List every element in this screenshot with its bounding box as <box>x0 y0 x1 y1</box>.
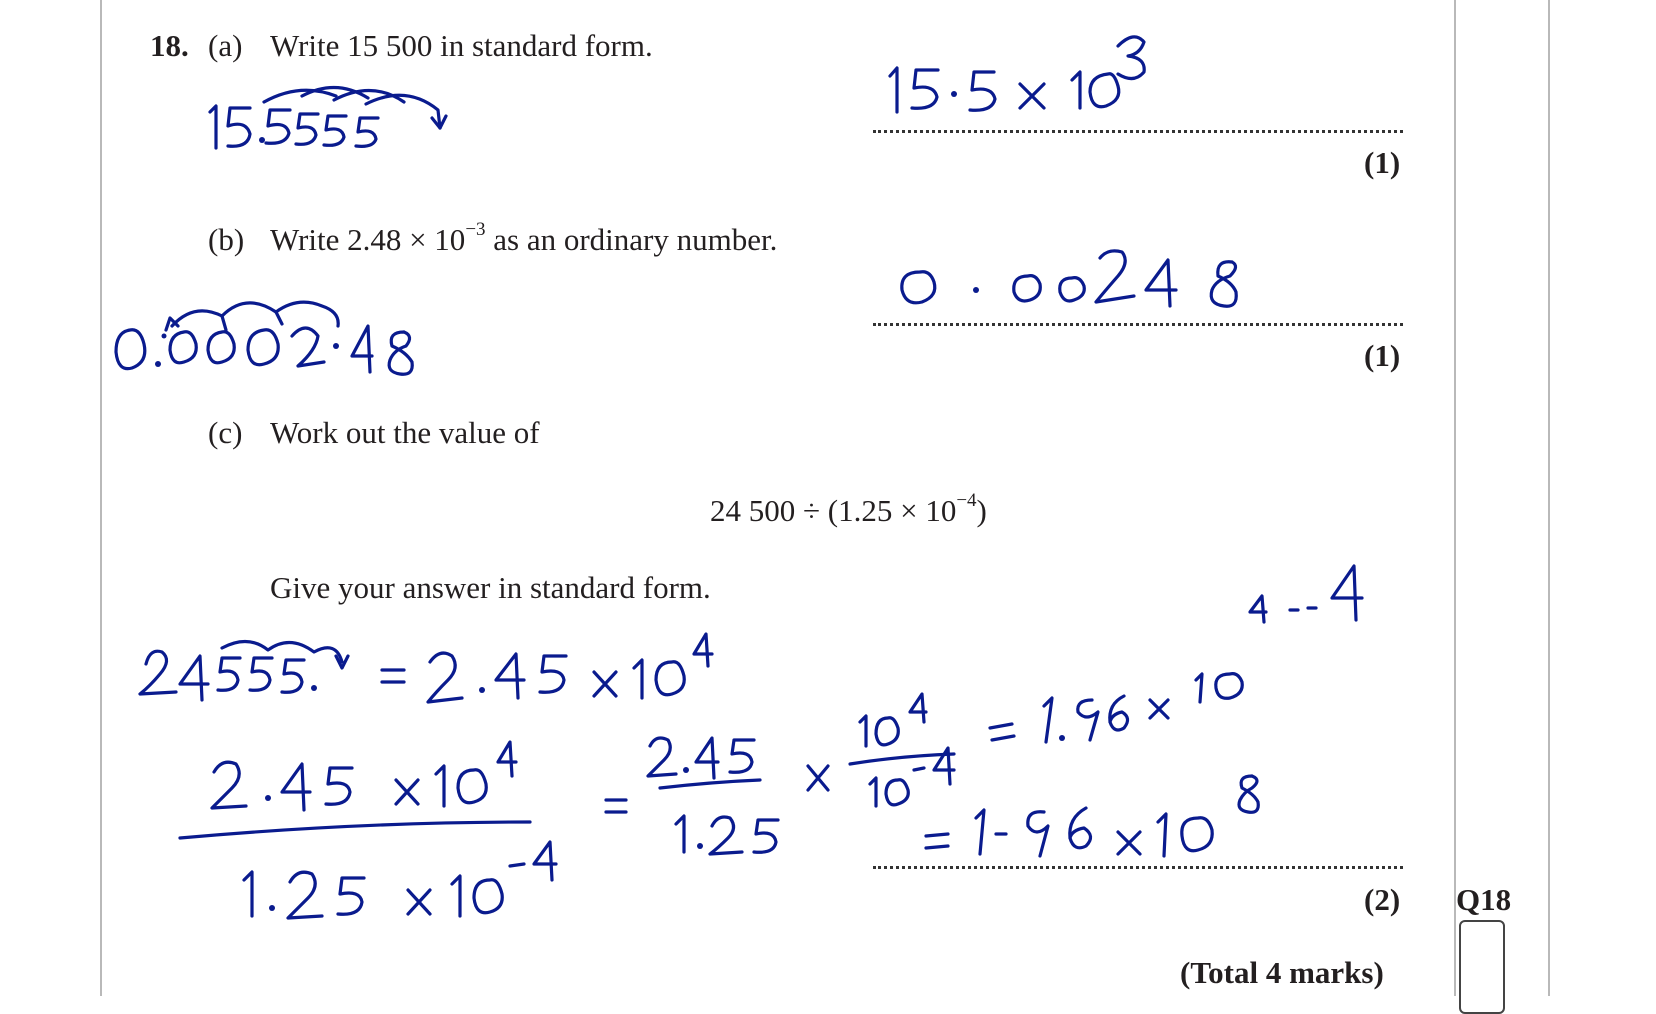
question-id-label: Q18 <box>1456 882 1512 917</box>
part-b-marks: (1) <box>1364 338 1401 373</box>
part-a-label: (a) <box>208 28 243 63</box>
part-a-text: Write 15 500 in standard form. <box>270 28 653 63</box>
part-c-text: Work out the value of <box>270 415 540 450</box>
part-c-answer <box>926 776 1258 856</box>
part-c-working-fraction <box>180 742 556 918</box>
question-number: 18. <box>150 28 189 63</box>
total-marks: (Total 4 marks) <box>1180 955 1384 990</box>
part-c-working-line-1 <box>140 634 712 702</box>
part-a-working <box>210 87 446 148</box>
part-b-label: (b) <box>208 222 245 257</box>
part-b-text: Write $2.48 \times 10^{-3}$ as an ordinary number. <box>270 219 778 257</box>
part-c-expression: 24 $500 \div (1.25 \times 10^{-4})$ <box>710 490 987 528</box>
part-a-answer <box>890 37 1144 112</box>
part-b-answer <box>902 251 1236 306</box>
part-c-label: (c) <box>208 415 243 450</box>
part-b-working <box>116 302 412 374</box>
part-c-instruction: Give your answer in standard form. <box>270 570 711 605</box>
part-a-marks: (1) <box>1364 145 1401 180</box>
part-c-marks: (2) <box>1364 882 1401 917</box>
